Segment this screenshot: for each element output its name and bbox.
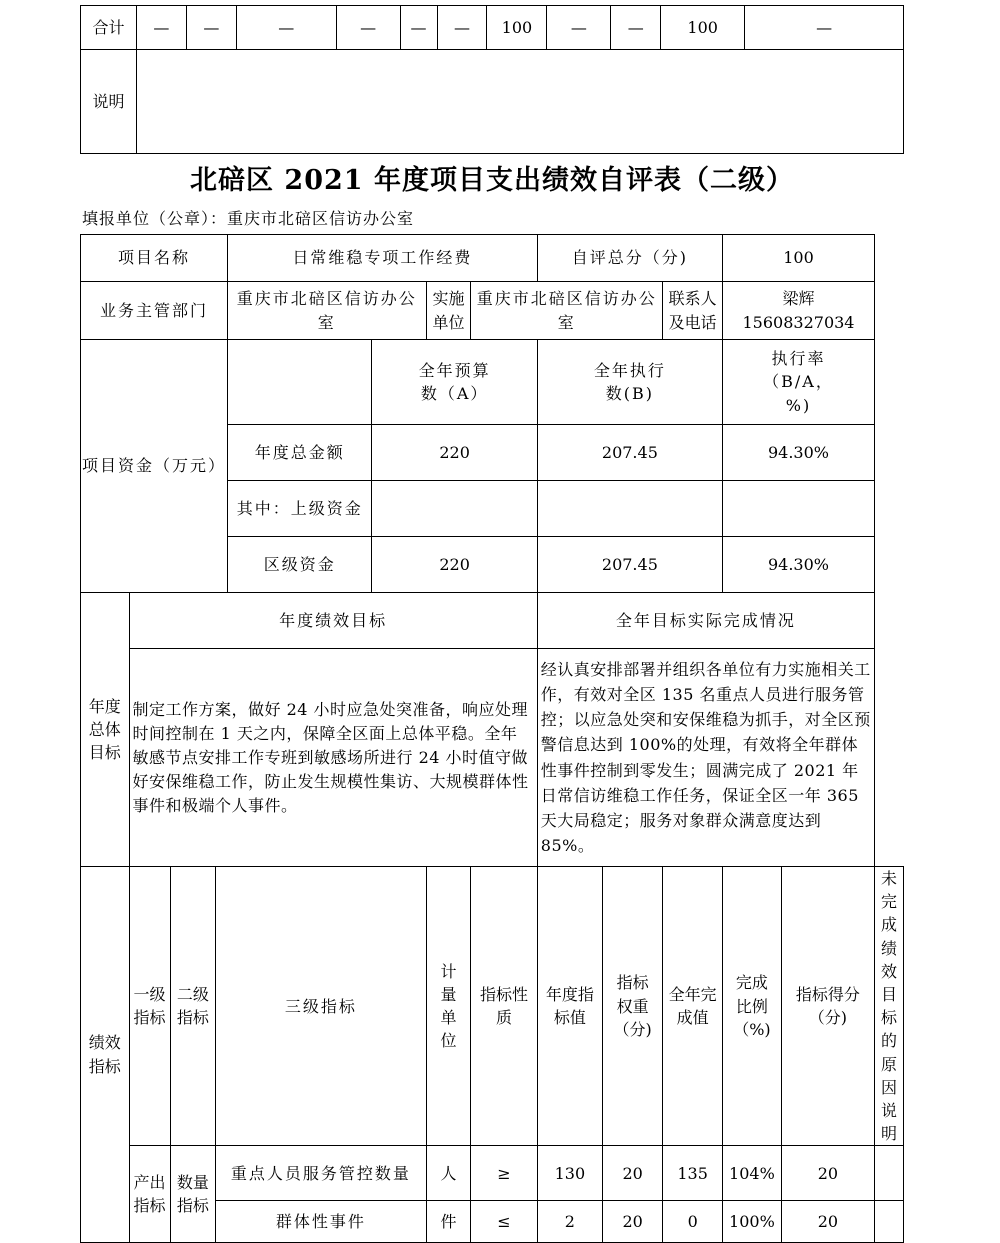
summary-cell: 100	[487, 6, 547, 50]
ind-row-done: 135	[663, 1146, 723, 1201]
ind-row-weight: 20	[603, 1146, 663, 1201]
funds-row-b: 207.45	[537, 425, 722, 481]
ind-header-level3: 三级指标	[216, 867, 427, 1146]
evaluation-table	[80, 234, 904, 1243]
ind-row-ratio: 104%	[723, 1146, 782, 1201]
indicator-row	[81, 1146, 904, 1201]
ind-header-nature: 指标性质	[471, 867, 538, 1146]
summary-cell: —	[336, 6, 400, 50]
goals-actual-header: 全年目标实际完成情况	[537, 593, 874, 649]
ind-row-target: 2	[537, 1201, 602, 1243]
ind-row-name: 重点人员服务管控数量	[216, 1146, 427, 1201]
reporting-unit: 填报单位（公章）：重庆市北碚区信访办公室	[82, 209, 415, 228]
ind-row-score: 20	[781, 1146, 874, 1201]
ind-row-reason	[874, 1201, 903, 1243]
summary-table	[80, 5, 904, 154]
funds-row-rate: 94.30%	[723, 537, 875, 593]
goals-target-header: 年度绩效目标	[129, 593, 537, 649]
goals-target-text: 制定工作方案，做好 24 小时应急处突准备，响应处理时间控制在 1 天之内，保障全区面上总体平稳。全年敏感节点安排工作专班到敏感场所进行 24 小时值守做好安保维稳工作，防止发生规模性集访、大规模群体性事件和极端个人事件。	[129, 649, 537, 867]
ind-header-done: 全年完成值	[663, 867, 723, 1146]
summary-total-label: 合计	[81, 6, 137, 50]
contact-phone: 15608327034	[742, 312, 855, 332]
ind-level2-value: 数量指标	[170, 1146, 216, 1243]
ind-row-score: 20	[781, 1201, 874, 1243]
funds-row-label: 其中：上级资金	[227, 481, 372, 537]
funds-col-a: 全年预算数（A）	[372, 340, 537, 425]
goals-header-row	[81, 593, 904, 649]
page-title: 北碚区 2021 年度项目支出绩效自评表（二级）	[190, 165, 794, 196]
summary-cell: —	[745, 6, 904, 50]
summary-cell: —	[236, 6, 336, 50]
self-score-label: 自评总分（分)	[537, 235, 722, 282]
department-row	[81, 282, 904, 340]
summary-cell: 100	[661, 6, 745, 50]
summary-cell: —	[611, 6, 661, 50]
funds-row-a	[372, 481, 537, 537]
contact-label: 联系人及电话	[663, 282, 723, 340]
dept-value: 重庆市北碚区信访办公室	[227, 282, 426, 340]
ind-header-target: 年度指标值	[537, 867, 602, 1146]
summary-note-label: 说明	[81, 50, 137, 154]
funds-row-a: 220	[372, 537, 537, 593]
summary-note-row	[81, 50, 904, 154]
funds-header-row	[81, 340, 904, 425]
ind-row-nature: ≥	[471, 1146, 538, 1201]
impl-unit-label: 实施单位	[426, 282, 470, 340]
funds-row-b	[537, 481, 722, 537]
funds-header-blank	[227, 340, 372, 425]
funds-row-a: 220	[372, 425, 537, 481]
ind-row-done: 0	[663, 1201, 723, 1243]
project-name-row	[81, 235, 904, 282]
goals-actual-text: 经认真安排部署并组织各单位有力实施相关工作，有效对全区 135 名重点人员进行服务管控；以应急处突和安保维稳为抓手，对全区预警信息达到 100%的处理，有效将全年群体性事件控制到零发生；圆满完成了 2021 年日常信访维稳工作任务，保证全区一年 365 天大局稳定；服务对象群众满意度达到 85%。	[537, 649, 874, 867]
funds-row-label: 年度总金额	[227, 425, 372, 481]
funds-col-b: 全年执行数(B)	[537, 340, 722, 425]
goals-section-label: 年度总体目标	[81, 593, 130, 867]
ind-header-ratio: 完成比例（%)	[723, 867, 782, 1146]
dept-label: 业务主管部门	[81, 282, 228, 340]
ind-row-name: 群体性事件	[216, 1201, 427, 1243]
funds-section-label: 项目资金（万元）	[81, 340, 228, 593]
ind-row-ratio: 100%	[723, 1201, 782, 1243]
ind-row-reason	[874, 1146, 903, 1201]
ind-header-unit: 计量单位	[426, 867, 470, 1146]
funds-row-b: 207.45	[537, 537, 722, 593]
funds-row-rate: 94.30%	[723, 425, 875, 481]
ind-header-weight: 指标权重（分)	[603, 867, 663, 1146]
ind-header-level2: 二级指标	[170, 867, 216, 1146]
indicators-section-label: 绩效指标	[81, 867, 130, 1243]
contact-cell	[723, 282, 875, 340]
contact-name: 梁辉	[782, 289, 815, 309]
ind-row-nature: ≤	[471, 1201, 538, 1243]
goals-content-row	[81, 649, 904, 867]
summary-cell: —	[186, 6, 236, 50]
summary-cell: —	[400, 6, 437, 50]
ind-row-target: 130	[537, 1146, 602, 1201]
summary-total-row	[81, 6, 904, 50]
summary-cell: —	[136, 6, 186, 50]
summary-cell: —	[437, 6, 487, 50]
ind-header-score: 指标得分（分)	[781, 867, 874, 1146]
funds-col-rate: 执行率（B/A，%)	[723, 340, 875, 425]
ind-level1-value: 产出指标	[129, 1146, 170, 1243]
ind-header-reason: 未完成绩效目标的原因说明	[874, 867, 903, 1146]
indicators-header-row	[81, 867, 904, 1146]
project-name-label: 项目名称	[81, 235, 228, 282]
self-score-value: 100	[723, 235, 875, 282]
impl-unit-value: 重庆市北碚区信访办公室	[471, 282, 663, 340]
ind-row-unit: 人	[426, 1146, 470, 1201]
ind-header-level1: 一级指标	[129, 867, 170, 1146]
funds-row-rate	[723, 481, 875, 537]
funds-row-label: 区级资金	[227, 537, 372, 593]
project-name-value: 日常维稳专项工作经费	[227, 235, 537, 282]
summary-note-value	[136, 50, 903, 154]
summary-cell: —	[547, 6, 611, 50]
ind-row-weight: 20	[603, 1201, 663, 1243]
ind-row-unit: 件	[426, 1201, 470, 1243]
